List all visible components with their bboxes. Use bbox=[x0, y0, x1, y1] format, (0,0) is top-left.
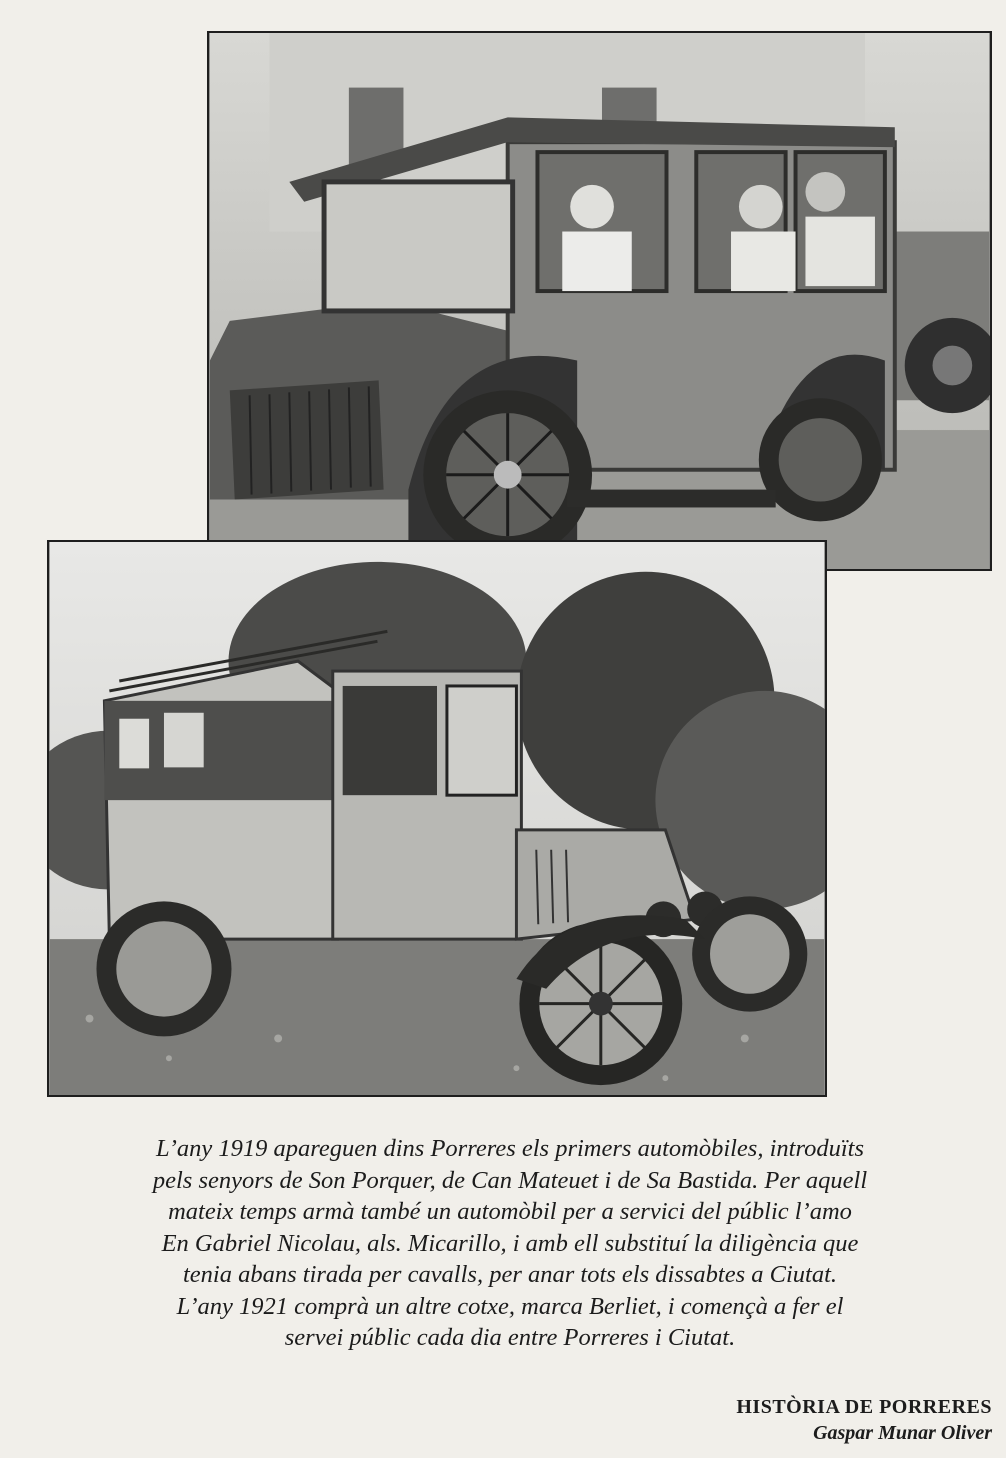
caption-line: L’any 1921 comprà un altre cotxe, marca Berliet, i començà a fer el bbox=[176, 1292, 844, 1320]
source-credits bbox=[736, 1394, 992, 1446]
caption-line: pels senyors de Son Porquer, de Can Mateuet i de Sa Bastida. Per aquell bbox=[152, 1166, 868, 1194]
author-name: Gaspar Munar Oliver bbox=[813, 1422, 992, 1444]
caption-line: tenia abans tirada per cavalls, per anar tots els dissabtes a Ciutat. bbox=[182, 1261, 837, 1288]
photo-caption bbox=[30, 1133, 990, 1354]
woodie-car-photo bbox=[209, 33, 990, 569]
caption-line: En Gabriel Nicolau, als. Micarillo, i amb ell substituí la diligència que bbox=[161, 1229, 859, 1257]
vintage-bus-photo bbox=[49, 542, 825, 1095]
top-photograph bbox=[207, 31, 992, 571]
book-title: HISTÒRIA DE PORRERES bbox=[736, 1396, 992, 1418]
bottom-photograph bbox=[47, 540, 827, 1097]
caption-line: L’any 1919 apareguen dins Porreres els primers automòbiles, introduïts bbox=[156, 1135, 864, 1162]
caption-line: servei públic cada dia entre Porreres i Ciutat. bbox=[284, 1324, 736, 1351]
caption-line: mateix temps armà també un automòbil per a servici del públic l’amo bbox=[168, 1198, 852, 1225]
